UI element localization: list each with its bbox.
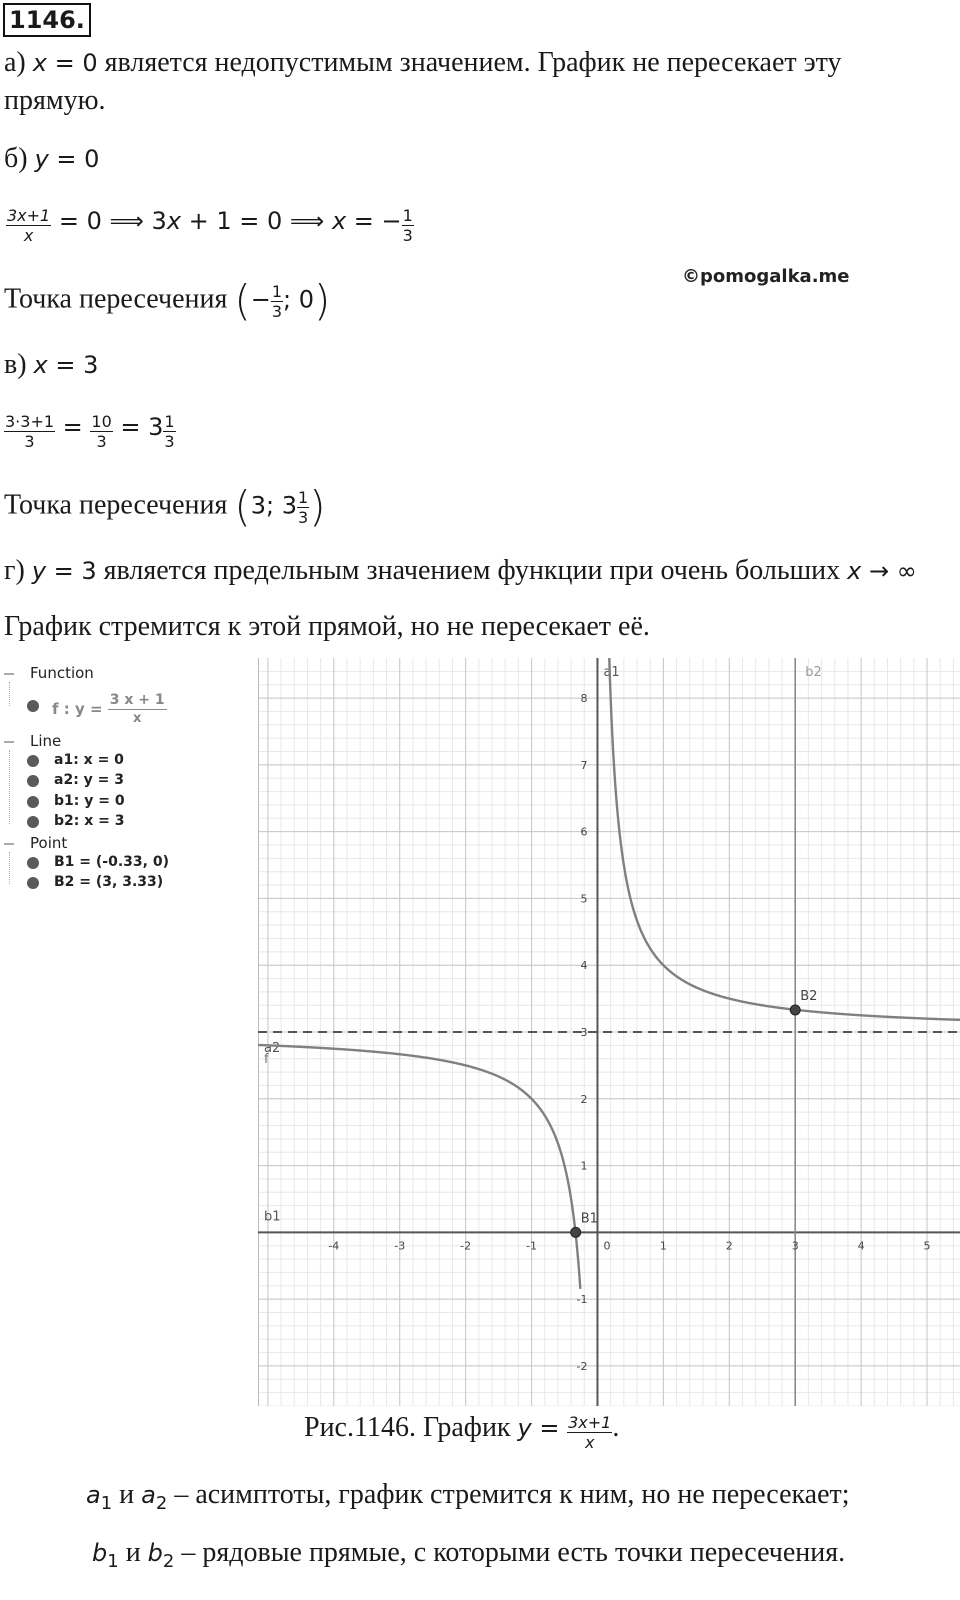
x-tick-label: 4 <box>857 1239 865 1253</box>
note-a1-sub: 1 <box>100 1493 113 1514</box>
part-b-frac-num: 3x+1 <box>7 205 51 225</box>
curve-label-f: f <box>264 1052 269 1067</box>
part-a-line1 <box>4 46 842 80</box>
collapse-icon[interactable] <box>4 673 14 675</box>
part-b-point-minus: − <box>250 285 271 314</box>
x-tick-label: 2 <box>725 1239 733 1253</box>
tree-line <box>9 750 10 824</box>
part-v-point-num: 1 <box>298 487 309 507</box>
x-tick-label: 5 <box>923 1239 931 1253</box>
part-b-eq: = 0 <box>48 145 100 173</box>
part-b-res-frac <box>402 206 414 245</box>
line-b1: b1: y = 0 <box>54 793 125 809</box>
part-v-eq2: = 3 <box>112 413 164 441</box>
note-b2-sub: 2 <box>162 1551 175 1572</box>
part-g-prefix: г) <box>4 555 25 586</box>
caption-suffix: . <box>612 1412 620 1443</box>
part-v-frac1 <box>4 412 55 451</box>
point-label-B2: B2 <box>800 988 818 1004</box>
part-g-eq: = 3 <box>46 557 97 585</box>
part-b-x2: x <box>331 207 347 235</box>
part-v-point-frac <box>297 488 309 527</box>
figure-caption <box>304 1404 619 1456</box>
y-tick-label: 2 <box>580 1092 588 1106</box>
note-text1: – асимптоты, график стремится к ним, но не пересекает; <box>167 1479 850 1510</box>
caption-frac-den: x <box>584 1432 595 1452</box>
y-tick-label: -2 <box>576 1359 588 1373</box>
collapse-icon[interactable] <box>4 843 14 845</box>
part-b-frac-den: x <box>23 225 34 245</box>
part-v-eq: = 3 <box>47 351 99 379</box>
part-v-line <box>4 348 98 382</box>
part-a-text1: является недопустимым значением. График не пересекает эту <box>97 47 842 78</box>
visibility-dot-icon[interactable] <box>27 700 39 712</box>
note-b2: b <box>147 1539 163 1567</box>
y-tick-label: 6 <box>580 825 588 839</box>
watermark: ©pomogalka.me <box>682 266 850 287</box>
x-tick-label: -4 <box>328 1239 340 1253</box>
x-tick-label: 0 <box>603 1239 611 1253</box>
caption-prefix: Рис.1146. График <box>304 1412 518 1443</box>
part-b-point-num: 1 <box>271 281 283 301</box>
x-tick-label: -2 <box>460 1239 472 1253</box>
part-b-res-num: 1 <box>402 205 413 225</box>
category-point: Point <box>30 834 68 852</box>
part-b-res-den: 3 <box>402 225 413 245</box>
y-tick-label: 3 <box>580 1026 588 1039</box>
part-g-var: y <box>31 557 47 585</box>
point-B2: B2 = (3, 3.33) <box>54 874 164 890</box>
y-tick-label: 1 <box>580 1159 588 1173</box>
function-f-num: 3 x + 1 <box>109 692 165 708</box>
visibility-dot-icon[interactable] <box>27 796 39 808</box>
function-f-den: x <box>133 711 142 726</box>
part-v-f2-num: 10 <box>91 411 112 431</box>
part-v-f3-num: 1 <box>164 411 175 431</box>
visibility-dot-icon[interactable] <box>27 816 39 828</box>
note-text2: – рядовые прямые, с которыми есть точки пересечения. <box>174 1537 846 1568</box>
caption-var: y <box>517 1414 532 1442</box>
y-tick-label: 7 <box>580 758 588 772</box>
part-a-var: x <box>32 49 47 77</box>
part-b-point-frac <box>271 282 283 321</box>
note-ordinary-lines <box>92 1536 845 1579</box>
line-label-b1: b1 <box>264 1209 281 1225</box>
part-b-calc <box>6 198 414 248</box>
part-b-var: y <box>34 145 49 173</box>
note-and2: и <box>118 1537 148 1568</box>
line-b2: b2: x = 3 <box>54 813 125 829</box>
note-asymptotes <box>86 1478 850 1521</box>
note-a1: a <box>86 1481 101 1509</box>
part-g-line1 <box>4 554 917 588</box>
part-v-calc <box>4 404 176 454</box>
x-tick-label: 3 <box>791 1239 799 1253</box>
tree-line <box>9 682 10 706</box>
line-a2: a2: y = 3 <box>54 772 125 788</box>
note-and1: и <box>112 1479 142 1510</box>
part-b-rest2: + 1 = 0 ⟹ <box>181 207 332 235</box>
tree-line <box>9 852 10 884</box>
part-b-point-rest: ; 0 <box>283 285 315 314</box>
visibility-dot-icon[interactable] <box>27 857 39 869</box>
caption-eq: = <box>531 1414 568 1442</box>
category-line: Line <box>30 732 62 750</box>
close-paren: ) <box>309 482 326 531</box>
visibility-dot-icon[interactable] <box>27 877 39 889</box>
part-v-f3-den: 3 <box>164 431 175 451</box>
note-b1: b <box>92 1539 108 1567</box>
part-g-lim-var: x <box>847 557 862 585</box>
collapse-icon[interactable] <box>4 741 14 743</box>
x-tick-label: 1 <box>659 1239 667 1253</box>
part-b-frac <box>6 206 51 245</box>
close-paren: ) <box>314 276 331 325</box>
part-v-point <box>4 482 326 531</box>
part-v-point-label: Точка пересечения <box>4 489 228 521</box>
x-tick-label: -1 <box>526 1239 538 1253</box>
visibility-dot-icon[interactable] <box>27 755 39 767</box>
point-B2 <box>790 1005 800 1015</box>
y-tick-label: 5 <box>580 892 588 906</box>
part-b-x1: x <box>166 207 182 235</box>
function-f-frac <box>108 692 167 727</box>
part-a-eq: = 0 <box>46 49 98 77</box>
part-b-point-den: 3 <box>271 301 283 321</box>
part-b-point <box>4 276 331 325</box>
line-a1: a1: x = 0 <box>54 752 124 768</box>
point-B1: B1 = (-0.33, 0) <box>54 854 169 870</box>
part-v-prefix: в) <box>4 349 27 380</box>
point-label-B1: B1 <box>580 1211 598 1227</box>
part-b-prefix: б) <box>4 143 28 174</box>
part-g-text: является предельным значением функции при очень больших <box>96 555 848 586</box>
part-a-text2: прямую. <box>4 85 106 116</box>
algebra-view <box>0 662 258 1412</box>
note-b1-sub: 1 <box>107 1551 119 1572</box>
x-tick-label: -3 <box>394 1239 406 1253</box>
part-v-frac3 <box>163 412 175 451</box>
caption-frac <box>567 1413 612 1452</box>
y-tick-label: 8 <box>580 692 588 706</box>
open-paren: ( <box>234 482 251 531</box>
line-label-a1: a1 <box>603 665 620 680</box>
line-label-b2: b2 <box>805 665 822 680</box>
part-v-point-pre: 3; 3 <box>250 491 298 520</box>
function-f-label: f : y = <box>52 700 103 718</box>
line-label-a2: a2 <box>264 1041 281 1056</box>
task-number: 1146. <box>3 3 91 37</box>
point-B1 <box>571 1227 581 1237</box>
part-b-point-label: Точка пересечения <box>4 283 228 315</box>
part-g-lim-rest: → ∞ <box>861 557 917 585</box>
open-paren: ( <box>234 276 251 325</box>
category-function: Function <box>30 664 94 682</box>
part-a-prefix: а) <box>4 47 26 78</box>
part-v-f1-den: 3 <box>24 431 35 451</box>
function-f <box>52 692 167 727</box>
part-b-line <box>4 142 99 176</box>
function-graph <box>258 658 960 1406</box>
part-g-line2: График стремится к этой прямой, но не пересекает её. <box>4 611 650 642</box>
note-a2-sub: 2 <box>155 1493 168 1514</box>
part-b-rest1: = 0 ⟹ 3 <box>51 207 167 235</box>
part-v-frac2 <box>90 412 112 451</box>
part-v-eq1: = <box>55 413 91 441</box>
part-b-rest3: = − <box>346 207 402 235</box>
part-v-f2-den: 3 <box>96 431 107 451</box>
part-v-f1-num: 3·3+1 <box>5 411 55 431</box>
graphics-view <box>258 658 960 1406</box>
y-tick-label: 4 <box>580 959 588 973</box>
visibility-dot-icon[interactable] <box>27 775 39 787</box>
note-a2: a <box>141 1481 156 1509</box>
part-v-var: x <box>33 351 48 379</box>
caption-frac-num: 3x+1 <box>568 1412 612 1432</box>
y-tick-label: -1 <box>576 1293 588 1307</box>
part-v-point-den: 3 <box>298 507 309 527</box>
